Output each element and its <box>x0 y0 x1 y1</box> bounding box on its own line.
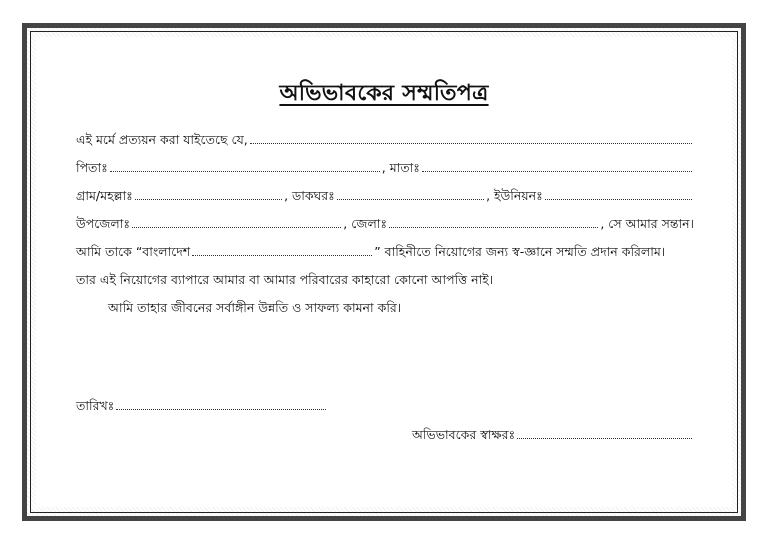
no-objection-line <box>76 272 694 288</box>
wishes-text: আমি তাহার জীবনের সর্বাঙ্গীন উন্নতি ও সাফল্য কামনা করি। <box>108 300 402 315</box>
upazila-field <box>132 216 341 228</box>
district-field <box>389 216 598 228</box>
signature-label: অভিভাবকের স্বাক্ষরঃ <box>412 427 516 442</box>
date-line <box>76 398 328 414</box>
signature-field <box>517 427 692 439</box>
post-office-label: , ডাকঘরঃ <box>284 188 335 203</box>
document-body <box>36 37 732 507</box>
date-field <box>116 398 326 410</box>
father-label: পিতাঃ <box>76 160 108 175</box>
father-field <box>110 160 380 172</box>
certification-line <box>76 132 694 148</box>
document-title: অভিভাবকের সম্মতিপত্র <box>279 81 489 106</box>
parents-line <box>76 160 694 176</box>
address-line <box>76 188 694 204</box>
union-label: , ইউনিয়নঃ <box>486 188 543 203</box>
district-line <box>76 216 694 232</box>
consent-end: ” বাহিনীতে নিয়োগের জন্য স্ব-জ্ঞানে সম্মতি প্রদান করিলাম। <box>374 244 666 259</box>
signature-line <box>412 427 694 443</box>
upazila-label: উপজেলাঃ <box>76 216 131 231</box>
no-objection-text: তার এই নিয়োগের ব্যাপারে আমার বা আমার পরিবারের কাহারো কোনো আপত্তি নাই। <box>76 272 494 287</box>
village-label: গ্রাম/মহল্লাঃ <box>76 188 133 203</box>
mother-field <box>422 160 692 172</box>
force-field <box>192 244 372 256</box>
union-field <box>545 188 692 200</box>
village-field <box>135 188 282 200</box>
consent-line <box>76 244 694 260</box>
consent-start: আমি তাকে “বাংলাদেশ <box>76 244 191 259</box>
date-label: তারিখঃ <box>76 398 115 413</box>
decorative-border <box>22 23 746 521</box>
name-field <box>250 132 692 144</box>
post-office-field <box>337 188 484 200</box>
wishes-line <box>108 300 694 316</box>
certification-text: এই মর্মে প্রত্যয়ন করা যাইতেছে যে, <box>76 132 248 147</box>
mother-label: , মাতাঃ <box>381 160 420 175</box>
district-label: , জেলাঃ <box>343 216 388 231</box>
child-statement: , সে আমার সন্তান। <box>600 216 695 231</box>
